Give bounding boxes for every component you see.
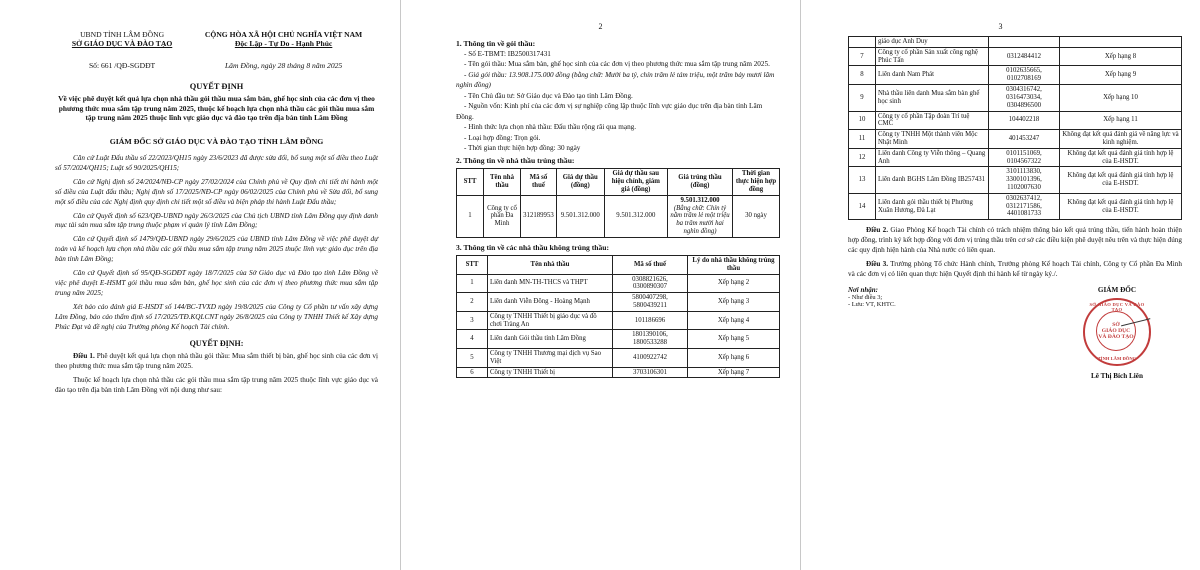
table-row — [849, 130, 1182, 149]
legal-basis: Căn cứ Quyết định số 623/QĐ-UBND ngày 26/3/2025 của Chủ tịch UBND tỉnh Lâm Đồng quy định danh mục tài sản mua sắm tập trung thuộc phạm vi quản lý tỉnh Lâm Đồng; — [55, 211, 378, 230]
unsuccessful-bidders-table — [456, 255, 780, 379]
package-info-line: - Loại hợp đồng: Trọn gói. — [464, 133, 541, 142]
section-2-title: 2. Thông tin về nhà thầu trúng thầu: — [456, 156, 575, 166]
rejection-reason: Xếp hạng 2 — [688, 274, 780, 293]
rejection-reason: Không đạt kết quả đánh giá về năng lực và kinh nghiệm. — [1060, 130, 1182, 149]
rejection-reason: Không đạt kết quả đánh giá tính hợp lệ của E-HSDT. — [1060, 167, 1182, 193]
row-number: 11 — [849, 130, 876, 149]
article-1: Điều 1. Phê duyệt kết quả lựa chọn nhà thầu gói thầu: Mua sắm thiết bị bàn, ghế học sinh của các đơn vị theo phương thức mua sắm tập trung năm 2025. — [55, 351, 378, 370]
tax-code: 0312484412 — [989, 47, 1060, 66]
tax-code: 3101113830, 3300101396, 1102007630 — [989, 167, 1060, 193]
section-1-title: 1. Thông tin về gói thầu: — [456, 39, 536, 48]
rejection-reason: Không đạt kết quả đánh giá tính hợp lệ của E-HSDT. — [1060, 148, 1182, 167]
legal-basis: Căn cứ Quyết định số 1479/QĐ-UBND ngày 29/6/2025 của UBND tỉnh Lâm Đồng về việc phê duyệt dự toán và kế hoạch lựa chọn nhà thầu các gói thầu mua sắm tập trung năm 2025 thuộc lĩnh vực giáo dục trên địa bàn tỉnh Lâm Đồng; — [55, 235, 378, 264]
rejection-reason: Xếp hạng 5 — [688, 330, 780, 349]
table-row — [457, 330, 780, 349]
signer-name: Lê Thị Bích Liên — [1091, 371, 1143, 380]
row-number: 12 — [849, 148, 876, 167]
tax-code: 0102635665, 0102708169 — [989, 66, 1060, 85]
package-info-line: - Thời gian thực hiện hợp đồng: 30 ngày — [464, 143, 581, 152]
column-header: Giá trúng thầu (đồng) — [668, 169, 733, 195]
package-info-line: - Giá gói thầu: 13.908.175.000 đồng (bằng chữ: Mười ba tỷ, chín trăm lẻ tám triệu, một trăm bảy mươi lăm nghìn đồng) — [456, 70, 775, 90]
tax-code: 0101151069, 0104567322 — [989, 148, 1060, 167]
tax-code: 104402218 — [989, 111, 1060, 130]
recipients-title: Nơi nhận: — [848, 285, 879, 294]
legal-basis: Căn cứ Luật Đấu thầu số 22/2023/QH15 ngày 23/6/2023 đã được sửa đổi, bổ sung một số điều theo Luật số 57/2024/QH15; Luật số 90/2025/QH15; — [55, 153, 378, 172]
bidder-name: Nhà thầu liên danh Mua sắm bàn ghế học sinh — [876, 85, 989, 111]
table-row — [457, 349, 780, 368]
seal-text: SỞ — [1112, 321, 1120, 328]
seal-text: VÀ ĐÀO TẠO — [1098, 333, 1134, 340]
table-row — [849, 85, 1182, 111]
row-number: 6 — [457, 367, 488, 378]
column-header: Thời gian thực hiện hợp đồng — [733, 169, 780, 195]
row-number: 7 — [849, 47, 876, 66]
document-number: Số: 661 /QĐ-SGDĐT — [88, 60, 156, 70]
bidder-name: Liên danh Gói thầu tỉnh Lâm Đồng — [488, 330, 613, 349]
tax-code: 4100922742 — [613, 349, 688, 368]
document-header — [55, 30, 378, 49]
column-header: Mã số thuế — [521, 169, 557, 195]
recipient-item: - Lưu: VT, KHTC. — [848, 300, 896, 308]
row-number: 3 — [457, 311, 488, 330]
national-title: CỘNG HÒA XÃ HỘI CHỦ NGHĨA VIỆT NAM — [204, 30, 363, 39]
table-row — [849, 37, 1182, 48]
page-number: 3 — [998, 22, 1003, 31]
agency-name: UBND TỈNH LÂM ĐỒNG — [80, 30, 165, 39]
table-header-row — [457, 255, 780, 274]
table-row — [849, 66, 1182, 85]
table-row — [849, 111, 1182, 130]
bidder-name: Công ty TNHH Thiết bị — [488, 367, 613, 378]
row-number: 5 — [457, 349, 488, 368]
legal-basis: Xét báo cáo đánh giá E-HSDT số 144/BC-TVXD ngày 19/8/2025 của Công ty Cổ phần tư vấn xây dựng Lâm Đồng, báo cáo thẩm định số 17/2025/TĐ.KQLCNT ngày 26/8/2025 của Công ty TNHH Thiết kế Xây dựng Phúc Đạt và đề nghị của Trưởng phòng Kế hoạch Tài chính. — [55, 303, 378, 331]
table-row — [849, 47, 1182, 66]
tax-code: 0304316742, 0316473034, 0304896500 — [989, 85, 1060, 111]
tax-code: 0308821626, 0300890307 — [613, 274, 688, 293]
article-3: Điều 3. Trưởng phòng Tổ chức Hành chính, Trưởng phòng Kế hoạch Tài chính, Công ty Cổ phần Đa Minh và các đơn vị có liên quan thực hiện Quyết định thi hành kể từ ngày ký./. — [848, 260, 1182, 278]
rejection-reason: Xếp hạng 9 — [1060, 66, 1182, 85]
column-header: STT — [457, 169, 484, 195]
seal-ring-text: SỞ GIÁO DỤC VÀ ĐÀO TẠO — [1089, 301, 1145, 312]
column-header: Giá dự thầu sau hiệu chỉnh, giảm giá (đồng) — [604, 169, 667, 195]
official-seal — [1083, 298, 1151, 366]
rejection-reason: Xếp hạng 11 — [1060, 111, 1182, 130]
rejection-reason: Xếp hạng 4 — [688, 311, 780, 330]
column-header: Mã số thuế — [613, 255, 688, 274]
column-header: Lý do nhà thầu không trúng thầu — [688, 255, 780, 274]
table-row — [457, 293, 780, 312]
seal-bottom-text: TỈNH LÂM ĐỒNG — [1097, 355, 1137, 361]
signer-title: GIÁM ĐỐC — [1097, 285, 1137, 294]
column-header: Tên nhà thầu — [484, 169, 521, 195]
rejection-reason: Xếp hạng 3 — [688, 293, 780, 312]
national-motto: Độc Lập - Tự Do - Hạnh Phúc — [234, 39, 333, 49]
department-name: SỞ GIÁO DỤC VÀ ĐÀO TẠO — [71, 39, 173, 49]
table-header-row — [457, 169, 780, 195]
tax-code: 101186696 — [613, 311, 688, 330]
document-subject: Về việc phê duyệt kết quả lựa chọn nhà thầu gói thầu mua sắm bàn, ghế học sinh của các đơn vị theo phương thức mua sắm tập trung năm 2025, thuộc kế hoạch lựa chọn nhà thầu các gói thầu mua sắm tập trung năm 2025 thuộc lĩnh vực giáo dục và đào tạo trên địa bàn tỉnh Lâm Đồng — [58, 93, 375, 123]
table-row — [849, 148, 1182, 167]
bidder-name: Công ty TNHH Thiết bị giáo dục và đồ chơi Tràng An — [488, 311, 613, 330]
unsuccessful-bidders-table-continued — [848, 36, 1182, 220]
tax-code: 401453247 — [989, 130, 1060, 149]
row-number: 8 — [849, 66, 876, 85]
rejection-reason: Không đạt kết quả đánh giá tính hợp lệ của E-HSDT. — [1060, 193, 1182, 219]
row-number: 1 — [457, 274, 488, 293]
row-number: 13 — [849, 167, 876, 193]
rejection-reason: Xếp hạng 10 — [1060, 85, 1182, 111]
tax-code: 0302637412, 0312171586, 4401081733 — [989, 193, 1060, 219]
document-page-1 — [0, 0, 400, 570]
column-header: Giá dự thầu (đồng) — [556, 169, 604, 195]
issuer-title: GIÁM ĐỐC SỞ GIÁO DỤC VÀ ĐÀO TẠO TỈNH LÂM ĐỒNG — [109, 136, 324, 146]
section-3-title: 3. Thông tin về các nhà thầu không trúng thầu: — [456, 242, 610, 252]
package-info-line: - Số E-TBMT: IB2500317431 — [464, 50, 551, 58]
column-header: STT — [457, 255, 488, 274]
bid-price: 9.501.312.000 — [556, 195, 604, 237]
document-page-3 — [801, 0, 1200, 570]
tax-code: 3703106301 — [613, 367, 688, 378]
tax-code: 5800407298, 5800439211 — [613, 293, 688, 312]
winning-bidder-table — [456, 168, 780, 238]
bidder-name: Công ty cổ phần Tập đoàn Trí tuệ CMC — [876, 111, 989, 130]
row-number: 2 — [457, 293, 488, 312]
table-row — [849, 193, 1182, 219]
tax-code: 312189953 — [521, 195, 557, 237]
bidder-name: giáo dục Anh Duy — [876, 37, 989, 48]
rejection-reason: Xếp hạng 6 — [688, 349, 780, 368]
column-header: Tên nhà thầu — [488, 255, 613, 274]
rejection-reason: Xếp hạng 8 — [1060, 47, 1182, 66]
table-row — [457, 367, 780, 378]
legal-basis: Căn cứ Nghị định số 24/2024/NĐ-CP ngày 27/02/2024 của Chính phủ về Quy định chi tiết thi hành một số điều của Luật đấu thầu; Nghị định số 17/2025/NĐ-CP ngày 06/02/2025 của Chính phủ về Sửa đổi, bổ sung một số điều của các Nghị định quy định chi tiết một số điều và biện pháp thi hành Luật Đấu thầu; — [55, 177, 378, 206]
article-2: Điều 2. Giao Phòng Kế hoạch Tài chính có trách nhiệm thông báo kết quả trúng thầu, tiến hành hoàn thiện hợp đồng, trình ký kết hợp đồng với đơn vị trúng thầu trên cơ sở các điều kiện phê duyệt nêu trên và thực hiện đúng các quy định hiện hành của Nhà nước có liên quan. — [848, 226, 1183, 255]
page-number: 2 — [598, 22, 603, 31]
legal-basis: Căn cứ Quyết định số 95/QĐ-SGDĐT ngày 18/7/2025 của Sở Giáo dục và Đào tạo tỉnh Lâm Đồng về việc phê duyệt E-HSMT gói thầu mua sắm bàn, ghế học sinh của các đơn vị theo phương thức mua sắm tập trung năm 2025; — [55, 269, 378, 298]
adjusted-price: 9.501.312.000 — [604, 195, 667, 237]
row-number: 14 — [849, 193, 876, 219]
bidder-name: Liên danh MN-TH-THCS và THPT — [488, 274, 613, 293]
bidder-name: Công ty TNHH Thương mại dịch vụ Sao Việt — [488, 349, 613, 368]
bidder-name: Liên danh Viễn Đông - Hoàng Mạnh — [488, 293, 613, 312]
row-number: 4 — [457, 330, 488, 349]
rejection-reason: Xếp hạng 7 — [688, 367, 780, 378]
bidder-name: Liên danh gói thầu thiết bị Phường Xuân Hương, Đà Lạt — [876, 193, 989, 219]
bidder-name: Công ty cổ phần Đa Minh — [484, 195, 521, 237]
document-type: QUYẾT ĐỊNH — [189, 81, 244, 91]
bidder-name: Liên danh Công ty Viễn thông – Quang Anh — [876, 148, 989, 167]
row-number: 9 — [849, 85, 876, 111]
contract-duration: 30 ngày — [733, 195, 780, 237]
place-date: Lâm Đồng, ngày 28 tháng 8 năm 2025 — [224, 60, 343, 70]
recipient-item: - Như điều 3; — [848, 293, 883, 301]
tax-code: 1801390106, 1800533288 — [613, 330, 688, 349]
decision-heading: QUYẾT ĐỊNH: — [189, 338, 244, 348]
row-number: 10 — [849, 111, 876, 130]
table-row — [849, 167, 1182, 193]
bidder-name: Liên danh BGHS Lâm Đồng IB257431 — [876, 167, 989, 193]
package-info-line: - Tên Chủ đầu tư: Sở Giáo dục và Đào tạo tỉnh Lâm Đồng. — [464, 91, 633, 100]
bidder-name: Công ty cổ phần Sản xuất công nghệ Phúc Tấn — [876, 47, 989, 66]
document-page-2 — [401, 0, 800, 570]
package-info-line: - Nguồn vốn: Kinh phí của các đơn vị sự nghiệp công lập thuộc lĩnh vực giáo dục trên địa bàn tỉnh Lâm Đồng. — [456, 102, 763, 121]
award-price: 9.501.312.000 (Bằng chữ: Chín tỷ năm trăm lẻ một triệu ba trăm mười hai nghìn đồng) — [668, 195, 733, 237]
bidder-name: Liên danh Nam Phát — [876, 66, 989, 85]
seal-text: GIÁO DỤC — [1101, 327, 1131, 334]
article-1-continued: Thuộc kế hoạch lựa chọn nhà thầu các gói thầu mua sắm tập trung năm 2025 thuộc lĩnh vực giáo dục và đào tạo trên địa bàn tỉnh Lâm Đồng với nội dung như sau: — [55, 375, 378, 394]
table-row — [457, 274, 780, 293]
package-info-line: - Tên gói thầu: Mua sắm bàn, ghế học sinh của các đơn vị theo phương thức mua sắm tập trung năm 2025. — [464, 60, 770, 69]
row-number: 1 — [457, 195, 484, 237]
table-row — [457, 311, 780, 330]
package-info-line: - Hình thức lựa chọn nhà thầu: Đấu thầu rộng rãi qua mạng. — [464, 123, 637, 132]
table-row — [457, 195, 780, 237]
bidder-name: Công ty TNHH Một thành viên Mộc Nhật Minh — [876, 130, 989, 149]
